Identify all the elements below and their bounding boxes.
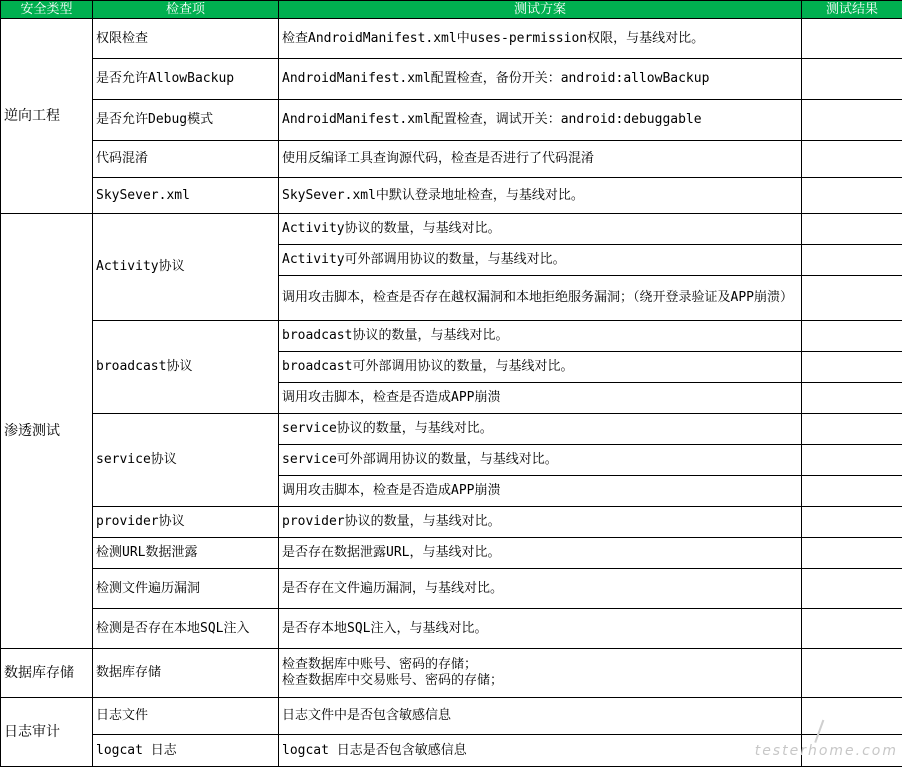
result-cell[interactable] (802, 445, 902, 476)
plan-cell: 是否存在数据泄露URL，与基线对比。 (279, 538, 802, 569)
item-cell: Activity协议 (93, 214, 279, 321)
plan-cell: Activity协议的数量，与基线对比。 (279, 214, 802, 245)
plan-cell: 使用反编译工具查询源代码，检查是否进行了代码混淆 (279, 141, 802, 178)
plan-cell: 是否存本地SQL注入，与基线对比。 (279, 609, 802, 649)
result-cell[interactable] (802, 414, 902, 445)
result-cell[interactable] (802, 609, 902, 649)
item-cell: logcat 日志 (93, 735, 279, 767)
header-category: 安全类型 (1, 1, 93, 19)
header-row (1, 1, 902, 19)
table-row (1, 609, 902, 649)
plan-cell: AndroidManifest.xml配置检查，备份开关：android:allowBackup (279, 59, 802, 100)
plan-cell: 调用攻击脚本，检查是否造成APP崩溃 (279, 476, 802, 507)
plan-cell: 调用攻击脚本，检查是否造成APP崩溃 (279, 383, 802, 414)
table-row (1, 141, 902, 178)
table-row (1, 698, 902, 735)
result-cell[interactable] (802, 276, 902, 321)
result-cell[interactable] (802, 214, 902, 245)
table-row (1, 178, 902, 214)
result-cell[interactable] (802, 538, 902, 569)
result-cell[interactable] (802, 352, 902, 383)
header-result: 测试结果 (802, 1, 902, 19)
plan-cell: logcat 日志是否包含敏感信息 (279, 735, 802, 767)
table-row (1, 569, 902, 609)
plan-cell: 日志文件中是否包含敏感信息 (279, 698, 802, 735)
result-cell[interactable] (802, 383, 902, 414)
table-row (1, 414, 902, 445)
result-cell[interactable] (802, 245, 902, 276)
table-row (1, 649, 902, 698)
plan-cell: 是否存在文件遍历漏洞，与基线对比。 (279, 569, 802, 609)
plan-cell: service协议的数量，与基线对比。 (279, 414, 802, 445)
plan-cell: 调用攻击脚本，检查是否存在越权漏洞和本地拒绝服务漏洞；（绕开登录验证及APP崩溃） (279, 276, 802, 321)
item-cell: 检测文件遍历漏洞 (93, 569, 279, 609)
plan-cell: provider协议的数量，与基线对比。 (279, 507, 802, 538)
item-cell: 权限检查 (93, 19, 279, 59)
item-cell: 数据库存储 (93, 649, 279, 698)
result-cell[interactable] (802, 19, 902, 59)
result-cell[interactable] (802, 698, 902, 735)
table-row (1, 507, 902, 538)
plan-cell: 检查AndroidManifest.xml中uses-permission权限，与基线对比。 (279, 19, 802, 59)
category-cell: 日志审计 (1, 698, 93, 767)
result-cell[interactable] (802, 59, 902, 100)
table-row (1, 214, 902, 245)
plan-line: 检查数据库中账号、密码的存储； (282, 657, 478, 672)
header-plan: 测试方案 (279, 1, 802, 19)
plan-cell: AndroidManifest.xml配置检查，调试开关：android:debuggable (279, 100, 802, 141)
plan-cell: SkySever.xml中默认登录地址检查，与基线对比。 (279, 178, 802, 214)
result-cell[interactable] (802, 178, 902, 214)
header-item: 检查项 (93, 1, 279, 19)
item-cell: 是否允许Debug模式 (93, 100, 279, 141)
category-cell: 数据库存储 (1, 649, 93, 698)
result-cell[interactable] (802, 569, 902, 609)
table-row (1, 321, 902, 352)
plan-cell: broadcast协议的数量，与基线对比。 (279, 321, 802, 352)
item-cell: provider协议 (93, 507, 279, 538)
item-cell: 检测是否存在本地SQL注入 (93, 609, 279, 649)
table-row (1, 538, 902, 569)
item-cell: 是否允许AllowBackup (93, 59, 279, 100)
table-row (1, 59, 902, 100)
plan-cell: service可外部调用协议的数量，与基线对比。 (279, 445, 802, 476)
table-row (1, 19, 902, 59)
result-cell[interactable] (802, 507, 902, 538)
plan-cell (279, 649, 802, 698)
item-cell: 检测URL数据泄露 (93, 538, 279, 569)
plan-cell: Activity可外部调用协议的数量，与基线对比。 (279, 245, 802, 276)
table-row (1, 100, 902, 141)
item-cell: 日志文件 (93, 698, 279, 735)
plan-line: 检查数据库中交易账号、密码的存储； (282, 673, 504, 688)
result-cell[interactable] (802, 100, 902, 141)
result-cell[interactable] (802, 649, 902, 698)
item-cell: broadcast协议 (93, 321, 279, 414)
plan-cell: broadcast可外部调用协议的数量，与基线对比。 (279, 352, 802, 383)
result-cell[interactable] (802, 476, 902, 507)
category-cell: 逆向工程 (1, 19, 93, 214)
item-cell: 代码混淆 (93, 141, 279, 178)
category-cell: 渗透测试 (1, 214, 93, 649)
item-cell: SkySever.xml (93, 178, 279, 214)
item-cell: service协议 (93, 414, 279, 507)
result-cell[interactable] (802, 141, 902, 178)
watermark: testerhome.com (754, 743, 898, 759)
result-cell[interactable] (802, 321, 902, 352)
